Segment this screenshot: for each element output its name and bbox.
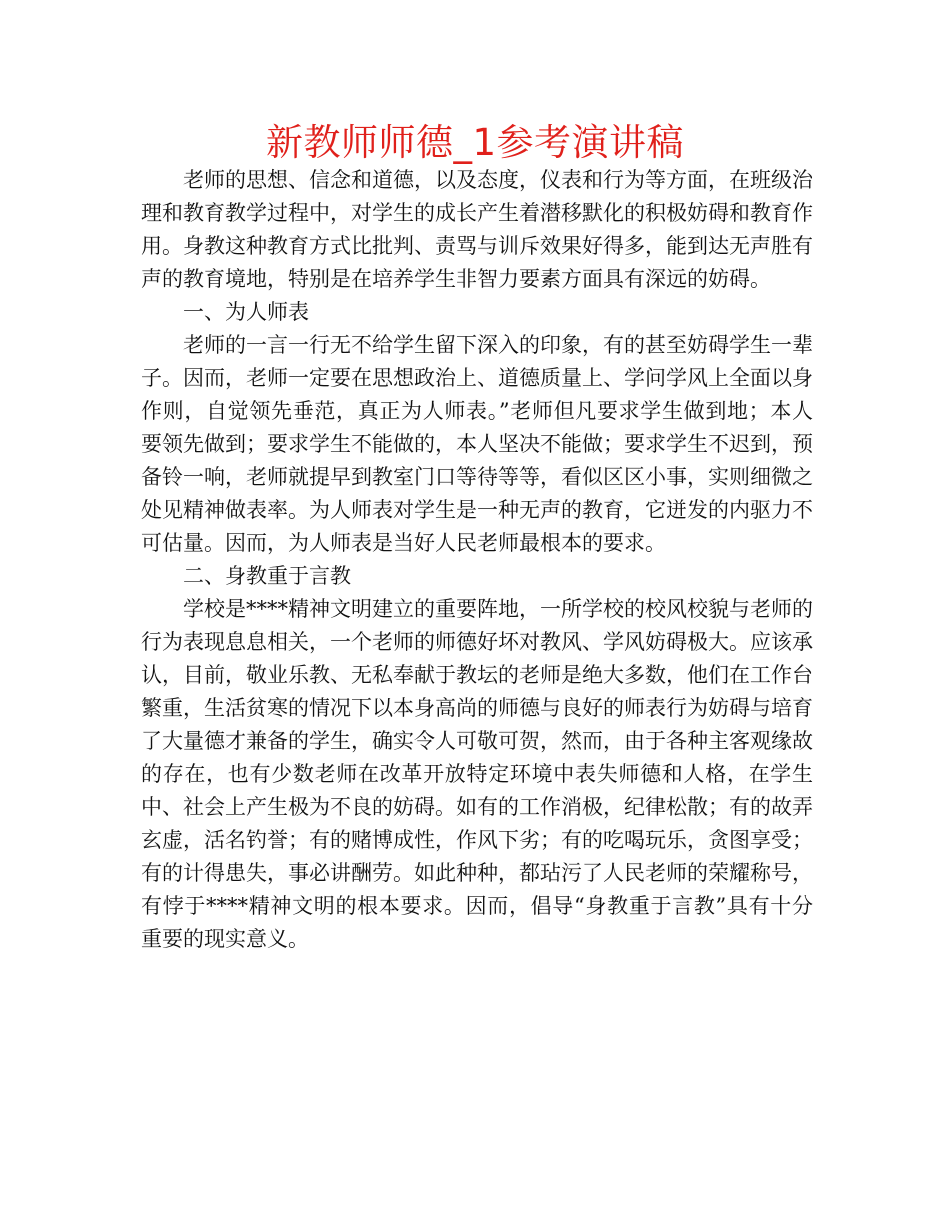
section-heading-2: 二、身教重于言教 xyxy=(183,564,351,588)
document-body xyxy=(141,164,813,956)
paragraph-section-1: 老师的一言一行无不给学生留下深入的印象，有的甚至妨碍学生一辈子。因而，老师一定要在思想政治上、道德质量上、学问学风上全面以身作则，自觉领先垂范，真正为人师表。”老师但凡要求学生做到地；本人要领先做到；要求学生不能做的，本人坚决不能做；要求学生不迟到，预备铃一响，老师就提早到教室门口等待等等，看似区区小事，实则细微之处见精神做表率。为人师表对学生是一种无声的教育，它迸发的内驱力不可估量。因而，为人师表是当好人民老师最根本的要求。 xyxy=(141,333,813,555)
section-heading-1: 一、为人师表 xyxy=(183,300,309,324)
paragraph-section-2: 学校是****精神文明建立的重要阵地，一所学校的校风校貌与老师的行为表现息息相关，一个老师的师德好坏对教风、学风妨碍极大。应该承认，目前，敬业乐教、无私奉献于教坛的老师是绝大多数，他们在工作台繁重，生活贫寒的情况下以本身高尚的师德与良好的师表行为妨碍与培育了大量德才兼备的学生，确实令人可敬可贺，然而，由于各种主客观缘故的存在，也有少数老师在改革开放特定环境中表失师德和人格，在学生中、社会上产生极为不良的妨碍。如有的工作消极，纪律松散；有的故弄玄虚，活名钓誉；有的赌博成性，作风下劣；有的吃喝玩乐，贪图享受；有的计得患失，事必讲酬劳。如此种种，都玷污了人民老师的荣耀称号，有悖于****精神文明的根本要求。因而，倡导“身教重于言教”具有十分重要的现实意义。 xyxy=(141,597,813,951)
paragraph-intro: 老师的思想、信念和道德，以及态度，仪表和行为等方面，在班级治理和教育教学过程中，对学生的成长产生着潜移默化的积极妨碍和教育作用。身教这种教育方式比批判、责骂与训斥效果好得多，能到达无声胜有声的教育境地，特别是在培养学生非智力要素方面具有深远的妨碍。 xyxy=(141,168,813,291)
document-title: 新教师师德_1参考演讲稿 xyxy=(265,121,685,164)
